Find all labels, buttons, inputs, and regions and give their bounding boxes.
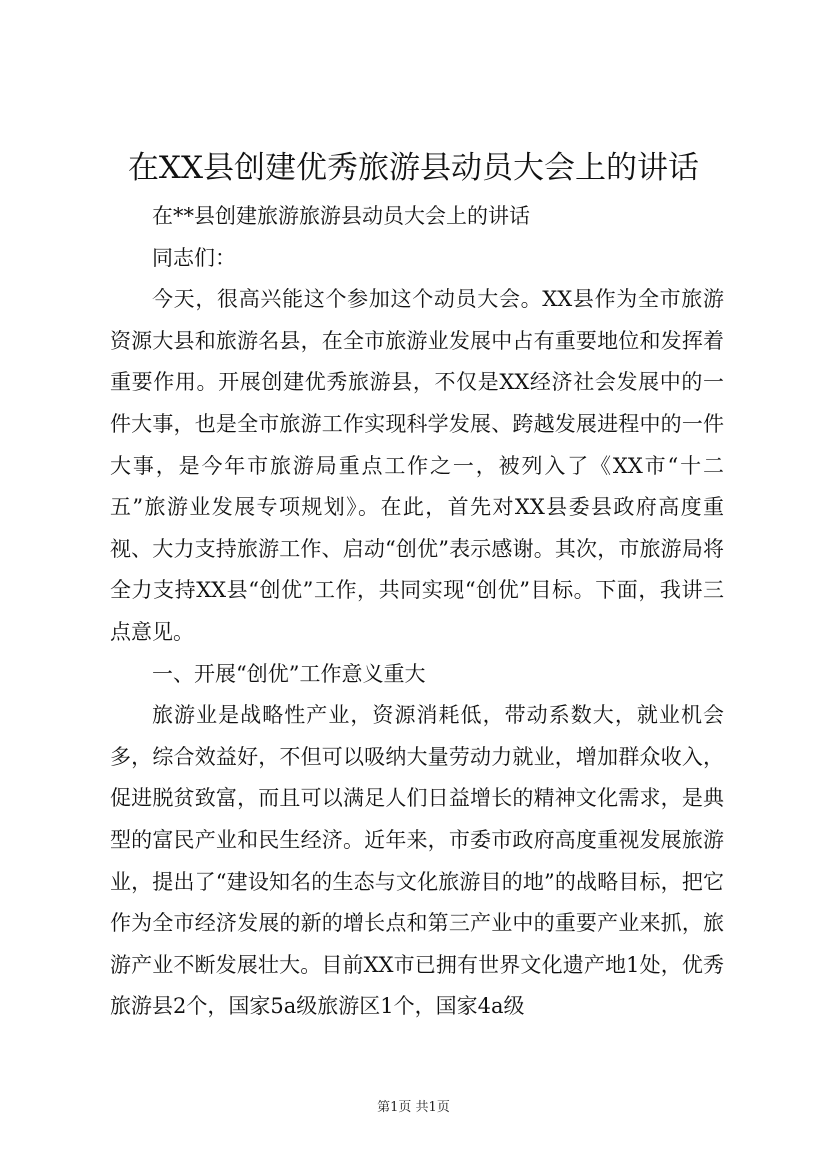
paragraph-opening: 今天，很高兴能这个参加这个动员大会。XX县作为全市旅游资源大县和旅游名县，在全市旅游业发展中占有重要地位和发挥着重要作用。开展创建优秀旅游县，不仅是XX经济社会发展中的一件大事，也是全市旅游工作实现科学发展、跨越发展进程中的一件大事，是今年市旅游局重点工作之一，被列入了《XX市“十二五”旅游业发展专项规划》。在此，首先对XX县委县政府高度重视、大力支持旅游工作、启动“创优”表示感谢。其次，市旅游局将全力支持XX县“创优”工作，共同实现“创优”目标。下面，我讲三点意见。 [110,287,724,644]
paragraph-subtitle: 在**县创建旅游旅游县动员大会上的讲话 [152,204,530,228]
section-heading: 一、开展“创优”工作意义重大 [152,661,426,686]
document-title: 在XX县创建优秀旅游县动员大会上的讲话 [127,150,700,186]
page-footer: 第1页 共1页 [377,1100,450,1115]
document-body [110,196,724,1028]
paragraph-salutation: 同志们： [152,245,236,270]
paragraph-section-1: 旅游业是战略性产业，资源消耗低，带动系数大，就业机会多，综合效益好，不但可以吸纳大量劳动力就业，增加群众收入，促进脱贫致富，而且可以满足人们日益增长的精神文化需求，是典型的富民产业和民生经济。近年来，市委市政府高度重视发展旅游业，提出了“建设知名的生态与文化旅游目的地”的战略目标，把它作为全市经济发展的新的增长点和第三产业中的重要产业来抓，旅游产业不断发展壮大。目前XX市已拥有世界文化遗产地1处，优秀旅游县2个，国家5a级旅游区1个，国家4a级 [110,703,724,1019]
